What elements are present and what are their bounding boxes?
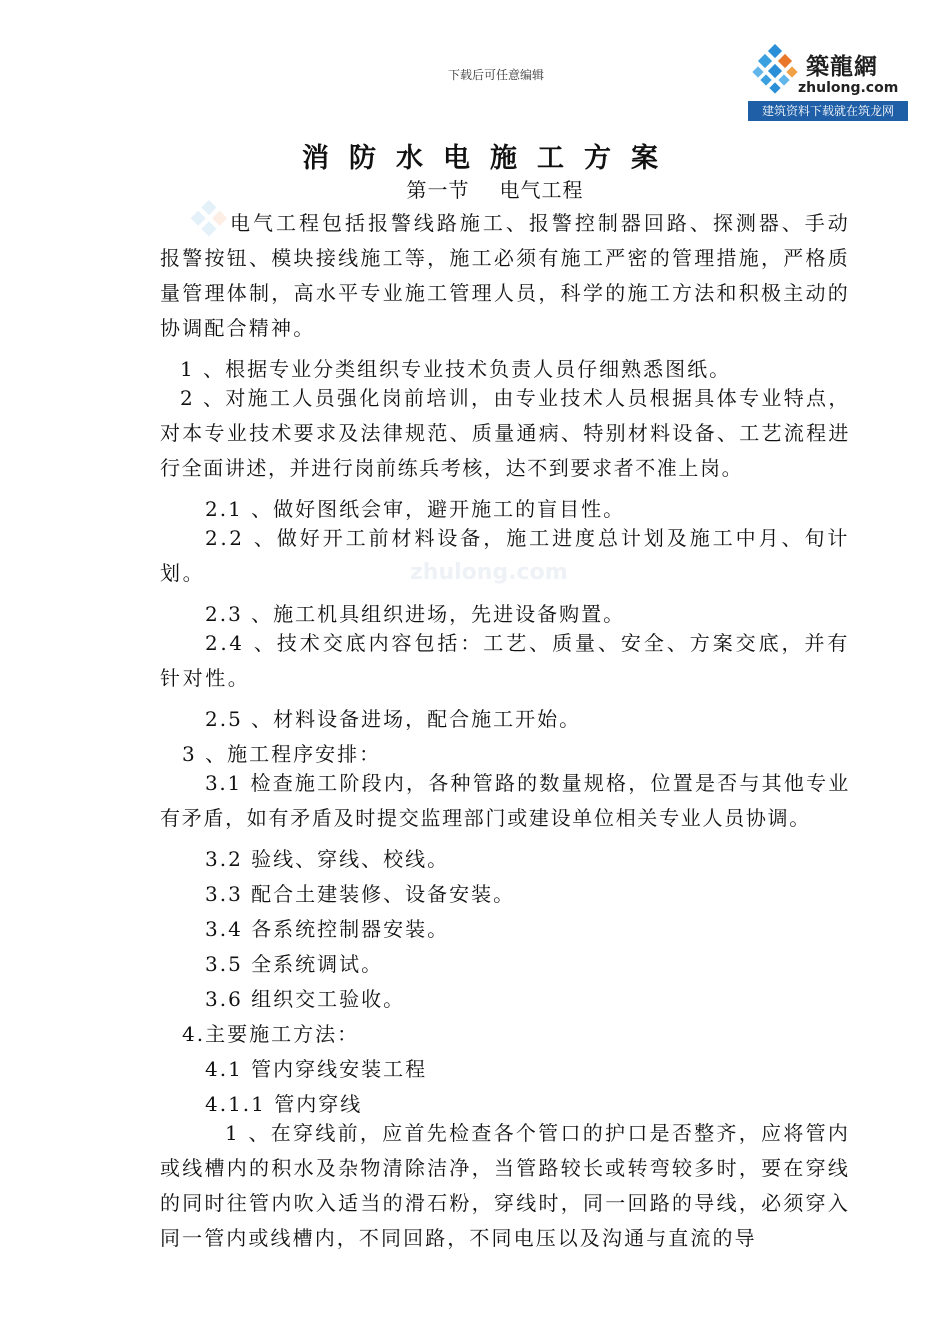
item-2-1: 2.1 、做好图纸会审，避开施工的盲目性。 <box>205 497 626 521</box>
document-title: 消防水电施工方案 <box>302 143 678 174</box>
intro-paragraph: 电气工程包括报警线路施工、报警控制器回路、探测器、手动报警按钮、模块接线施工等，施工必须有施工严密的管理措施，严格质量管理体制，高水平专业施工管理人员，科学的施工方法和积极主动的协调配合精神。 <box>160 211 850 340</box>
item-1: 1 、根据专业分类组织专业技术负责人员仔细熟悉图纸。 <box>180 357 732 381</box>
item-2-4: 2.4 、技术交底内容包括：工艺、质量、安全、方案交底，并有针对性。 <box>160 631 850 690</box>
logo-brand-name: 築龍網 <box>806 54 878 80</box>
item-2-3: 2.3 、施工机具组织进场，先进设备购置。 <box>205 602 626 626</box>
item-3-5: 3.5 全系统调试。 <box>205 952 384 976</box>
item-3-4: 3.4 各系统控制器安装。 <box>205 917 450 941</box>
section-number: 第一节 <box>406 178 470 202</box>
item-3: 3 、施工程序安排： <box>182 742 382 766</box>
item-3-6: 3.6 组织交工验收。 <box>205 987 406 1011</box>
item-4-1: 4.1 管内穿线安装工程 <box>205 1057 428 1081</box>
item-2: 2 、对施工人员强化岗前培训，由专业技术人员根据具体专业特点，对本专业技术要求及法律规范、质量通病、特别材料设备、工艺流程进行全面讲述，并进行岗前练兵考核，达不到要求者不准上岗。 <box>160 386 850 480</box>
watermark-text: zhulong.com <box>410 560 568 585</box>
item-3-3: 3.3 配合土建装修、设备安装。 <box>205 882 516 906</box>
item-4: 4.主要施工方法： <box>182 1022 360 1046</box>
logo-tagline: 建筑资料下载就在筑龙网 <box>748 101 908 121</box>
item-4-1-1: 4.1.1 管内穿线 <box>205 1092 363 1116</box>
item-4-1-1-1: 1 、在穿线前，应首先检查各个管口的护口是否整齐，应将管内或线槽内的积水及杂物清除洁净，当管路较长或转弯较多时，要在穿线的同时往管内吹入适当的滑石粉，穿线时，同一回路的导线，必须穿入同一管内或线槽内，不同回路，不同电压以及沟通与直流的导 <box>160 1121 850 1250</box>
zhulong-logo-icon <box>752 44 800 100</box>
zhulong-logo <box>748 44 908 122</box>
section-name: 电气工程 <box>499 178 584 202</box>
header-note: 下载后可任意编辑 <box>448 68 545 82</box>
section-heading <box>0 174 950 203</box>
item-2-2: 2.2 、做好开工前材料设备，施工进度总计划及施工中月、旬计划。 <box>160 526 850 585</box>
item-3-1: 3.1 检查施工阶段内，各种管路的数量规格，位置是否与其他专业有矛盾，如有矛盾及时提交监理部门或建设单位相关专业人员协调。 <box>160 771 850 830</box>
item-3-2: 3.2 验线、穿线、校线。 <box>205 847 450 871</box>
item-2-5: 2.5 、材料设备进场，配合施工开始。 <box>205 707 582 731</box>
logo-brand-url: zhulong.com <box>798 80 899 96</box>
